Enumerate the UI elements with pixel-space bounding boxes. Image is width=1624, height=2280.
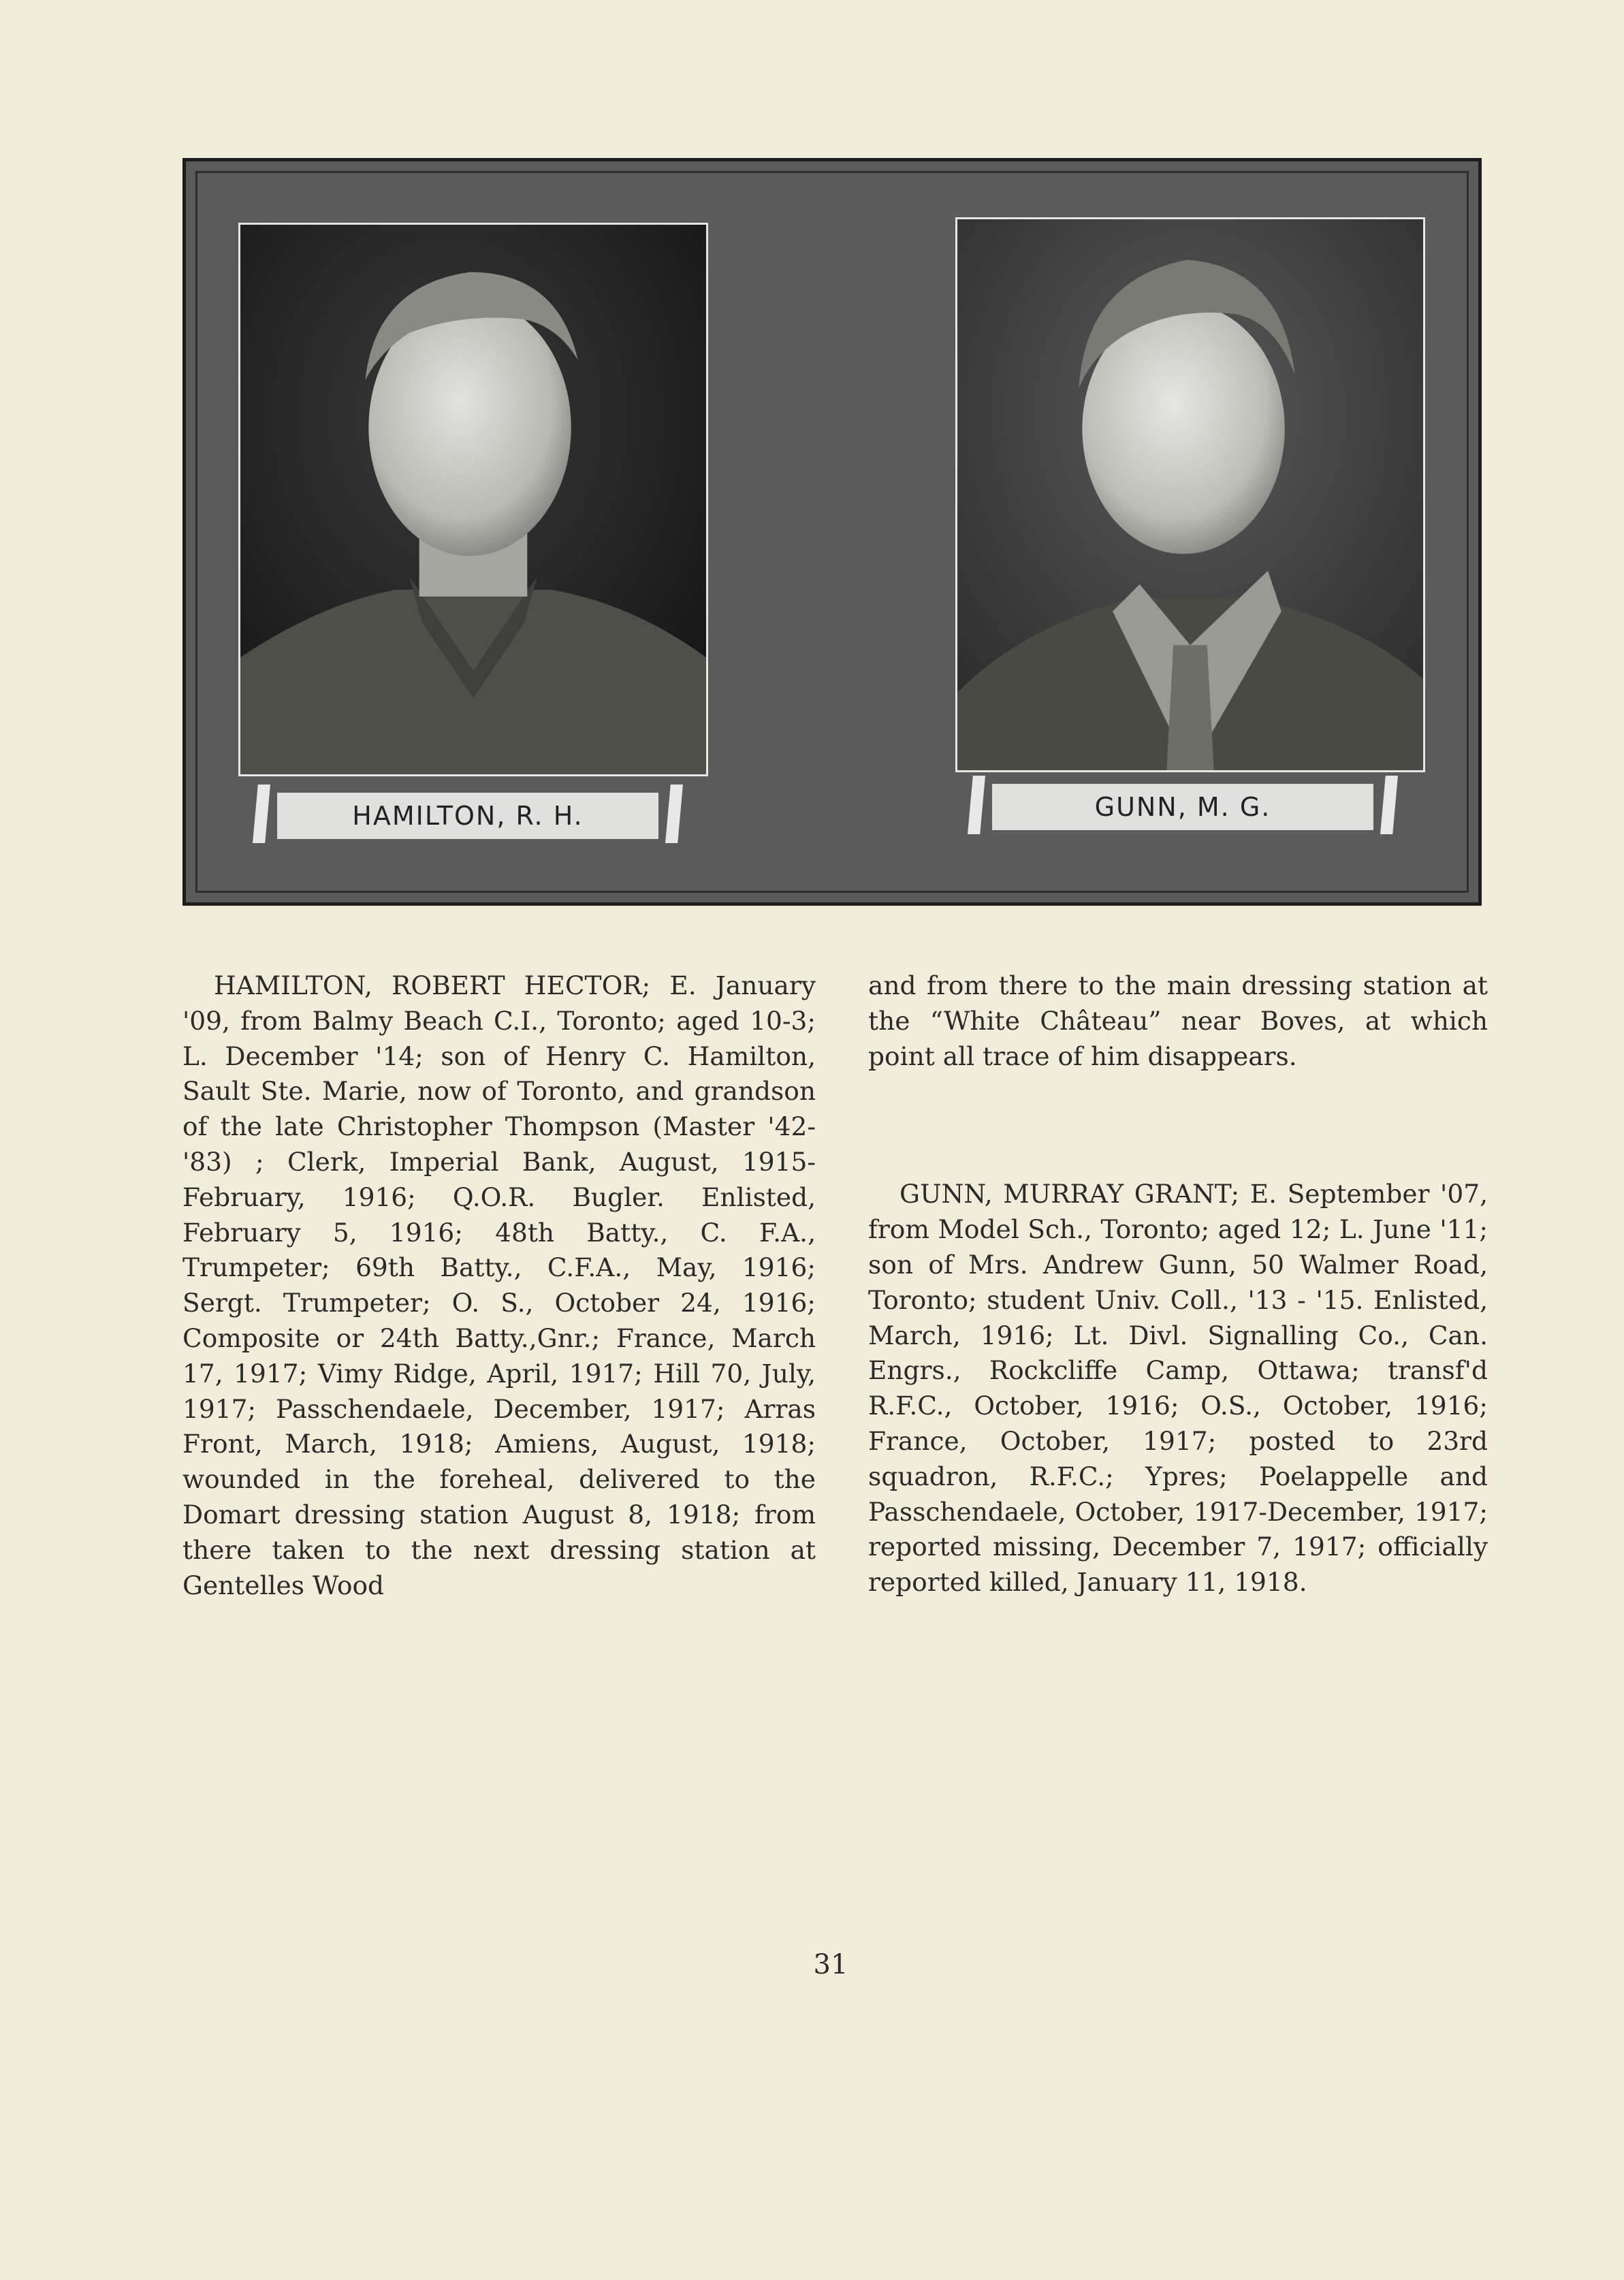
portrait-gunn xyxy=(955,217,1425,772)
hamilton-entry-continuation: and from there to the main dressing station at the “White Château” near Boves, at which point all trace of him disappears. xyxy=(868,970,1488,1071)
caption-bracket-left xyxy=(968,776,985,834)
plate-rule-top xyxy=(195,171,1469,173)
caption-gunn-wrap xyxy=(968,776,1403,836)
plate-rule-right xyxy=(1467,171,1469,893)
caption-bracket-right xyxy=(665,785,683,843)
portrait-hamilton xyxy=(238,223,708,776)
caption-hamilton-wrap xyxy=(253,785,688,844)
caption-bracket-left xyxy=(253,785,270,843)
left-column xyxy=(182,968,816,1603)
caption-hamilton: HAMILTON, R. H. xyxy=(277,793,658,839)
portrait-hamilton-image xyxy=(240,225,706,774)
right-column xyxy=(868,968,1488,1600)
plate-rule-bottom xyxy=(195,891,1469,893)
gunn-entry: GUNN, MURRAY GRANT; E. September '07, from Model Sch., Toronto; aged 12; L. June '11; son of Mrs. Andrew Gunn, 50 Walmer Road, Toronto; student Univ. Coll., '13 - '15. Enlisted, March, 1916; Lt. Divl. Signalling Co., Can. Engrs., Rockcliffe Camp, Ottawa; transf'd R.F.C., October, 1916; O.S., October, 1916; France, October, 1917; posted to 23rd squadron, R.F.C.; Ypres; Poelappelle and Passchendaele, October, 1917-December, 1917; reported missing, December 7, 1917; officially reported killed, January 11, 1918. xyxy=(868,1179,1488,1598)
portrait-gunn-image xyxy=(957,219,1423,770)
photo-plate xyxy=(182,158,1482,906)
hamilton-entry: HAMILTON, ROBERT HECTOR; E. January '09, from Balmy Beach C.I., Toronto; aged 10-3; L. December '14; son of Henry C. Hamilton, Sault Ste. Marie, now of Toronto, and grandson of the late Christopher Thompson (Master '42-'83) ; Clerk, Imperial Bank, August, 1915-February, 1916; Q.O.R. Bugler. Enlisted, February 5, 1916; 48th Batty., C. F.A., Trumpeter; 69th Batty., C.F.A., May, 1916; Sergt. Trumpeter; O. S., October 24, 1916; Composite or 24th Batty.,Gnr.; France, March 17, 1917; Vimy Ridge, April, 1917; Hill 70, July, 1917; Passchendaele, December, 1917; Arras Front, March, 1918; Amiens, August, 1918; wounded in the foreheal, delivered to the Domart dressing station August 8, 1918; from there taken to the next dressing station at Gentelles Wood xyxy=(182,970,816,1600)
caption-gunn: GUNN, M. G. xyxy=(992,784,1373,830)
caption-bracket-right xyxy=(1380,776,1398,834)
page-number: 31 xyxy=(813,1949,848,1980)
plate-rule-left xyxy=(195,171,197,893)
entry-spacer xyxy=(868,1074,1488,1177)
